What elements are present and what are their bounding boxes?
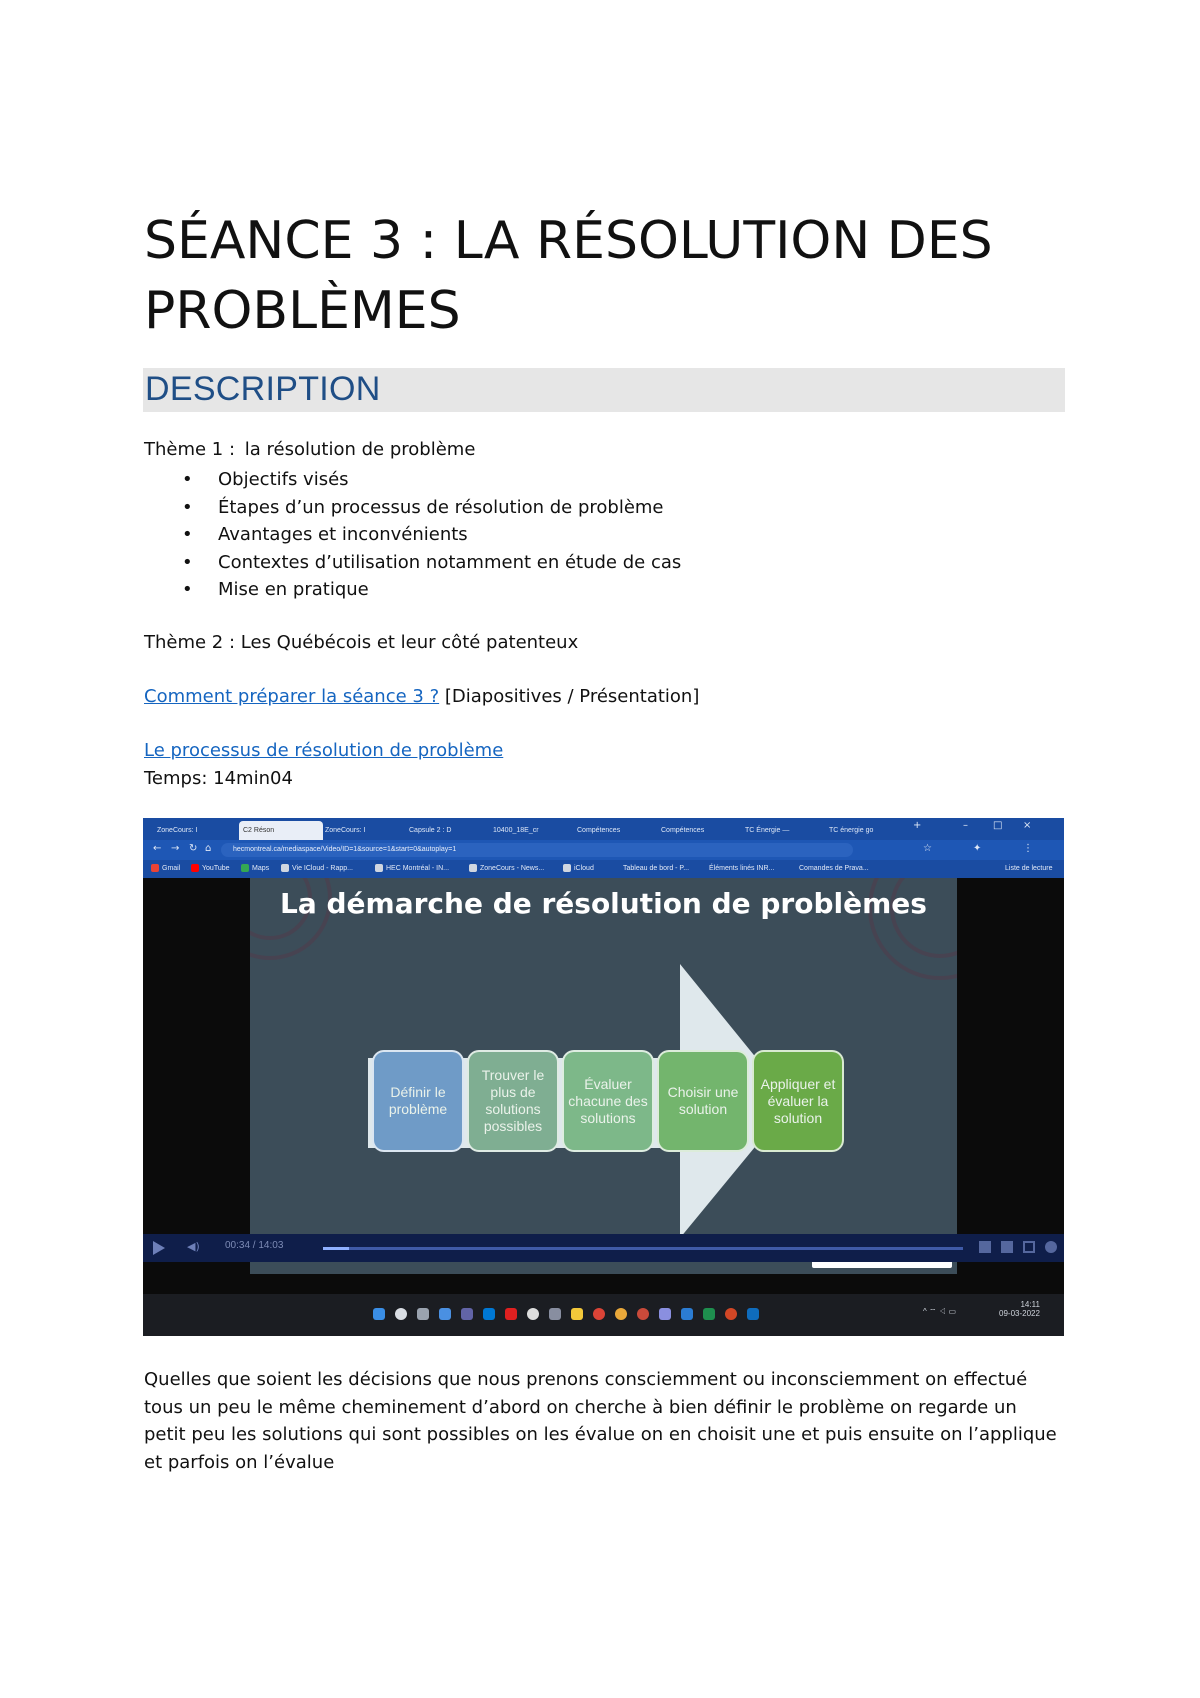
play-button[interactable] [153, 1241, 165, 1255]
gear-icon[interactable] [1045, 1241, 1057, 1253]
bookmark-item: Tableau de bord - P... [623, 865, 690, 872]
bookmark-icon [469, 864, 477, 872]
bookmark-item: ZoneCours - News... [469, 860, 544, 878]
fullscreen-icon[interactable] [1023, 1241, 1035, 1253]
powerpoint-icon [725, 1308, 737, 1320]
edge-icon [483, 1308, 495, 1320]
step-box: Appliquer et évaluer la solution [752, 1050, 844, 1152]
volume-icon[interactable]: ◀) [187, 1240, 200, 1253]
url-field: hecmontreal.ca/mediaspace/Video/ID=1&source=1&start=0&autoplay=1 [221, 843, 853, 857]
settings-icon[interactable] [1001, 1241, 1013, 1253]
widgets-icon [439, 1308, 451, 1320]
slide [250, 878, 957, 1274]
prep-link[interactable]: Comment préparer la séance 3 ? [144, 686, 440, 707]
bookmark-item: YouTube [191, 860, 230, 878]
section-heading-bar [143, 368, 1065, 412]
browser-tab: Capsule 2 : D [409, 827, 452, 834]
step-box: Évaluer chacune des solutions [562, 1050, 654, 1152]
bookmark-item: Vie ICloud - Rapp... [281, 860, 353, 878]
browser-tab: TC énergie go [829, 827, 874, 834]
bookmark-item: Éléments linés INR... [709, 865, 775, 872]
chrome-icon [615, 1308, 627, 1320]
gmail-icon [151, 864, 159, 872]
list-item: • Objectifs visés [144, 466, 681, 494]
word-icon [681, 1308, 693, 1320]
chrome-icon [593, 1308, 605, 1320]
bookmark-item: Gmail [151, 860, 180, 878]
app-icon [527, 1308, 539, 1320]
bookmarks-bar [143, 860, 1064, 878]
list-item: • Étapes d’un processus de résolution de problème [144, 494, 681, 522]
prep-suffix: [Diapositives / Présentation] [444, 686, 700, 707]
theme1-line [144, 439, 475, 460]
browser-tab-bar [143, 818, 1064, 840]
os-taskbar [143, 1294, 1064, 1336]
extensions-icon: ✦ [973, 843, 982, 854]
chrome-icon [637, 1308, 649, 1320]
duration-value: 14min04 [213, 768, 293, 789]
folder-icon [571, 1308, 583, 1320]
browser-tab: ZoneCours: I [325, 827, 366, 834]
start-icon [373, 1308, 385, 1320]
close-icon: × [1023, 820, 1032, 831]
cloud-icon [563, 864, 571, 872]
step-box: Choisir une solution [657, 1050, 749, 1152]
process-line [144, 740, 503, 761]
home-icon: ⌂ [205, 843, 212, 854]
theme2-text: Les Québécois et leur côté patenteux [240, 632, 579, 653]
list-item: • Contextes d’utilisation notamment en étude de cas [144, 549, 681, 577]
process-link[interactable]: Le processus de résolution de problème [144, 740, 504, 761]
settings-app-icon [549, 1308, 561, 1320]
browser-tab: 10400_18E_cr [493, 827, 539, 834]
address-bar [143, 840, 1064, 860]
page-title: SÉANCE 3 : LA RÉSOLUTION DES PROBLÈMES [144, 211, 993, 341]
progress-bar[interactable] [323, 1247, 963, 1250]
taskview-icon [417, 1308, 429, 1320]
reload-icon: ↻ [189, 843, 198, 854]
maximize-icon: □ [993, 820, 1003, 831]
video-controls [143, 1234, 1064, 1262]
section-heading: DESCRIPTION [145, 370, 381, 408]
video-screenshot [143, 818, 1064, 1336]
video-area [143, 878, 1064, 1294]
browser-tab: Compétences [661, 827, 705, 834]
forward-icon: → [171, 843, 180, 854]
theme2-label: Thème 2 : [144, 632, 236, 653]
teams-icon [461, 1308, 473, 1320]
duration-label: Temps: [144, 768, 208, 789]
step-box: Trouver le plus de solutions possibles [467, 1050, 559, 1152]
list-item: • Mise en pratique [144, 576, 681, 604]
bookmark-item: Liste de lecture [1005, 865, 1053, 872]
bookmark-icon [375, 864, 383, 872]
browser-tab: TC Énergie — [745, 827, 790, 834]
theme1-text: la résolution de problème [244, 439, 476, 460]
bookmark-item: HEC Montréal - IN... [375, 860, 449, 878]
youtube-icon [191, 864, 199, 872]
bookmark-item: iCloud [563, 860, 594, 878]
bookmark-item: Maps [241, 860, 269, 878]
maps-icon [241, 864, 249, 872]
star-icon: ☆ [923, 843, 932, 854]
new-tab-icon: + [913, 820, 922, 831]
excel-icon [703, 1308, 715, 1320]
duration-line [144, 768, 293, 789]
browser-tab-active: C2 Réson [239, 821, 323, 840]
app-icon [505, 1308, 517, 1320]
menu-icon: ⋮ [1023, 843, 1033, 854]
list-item: • Avantages et inconvénients [144, 521, 681, 549]
progress-fill [323, 1247, 349, 1250]
browser-tab: Compétences [577, 827, 621, 834]
theme1-label: Thème 1 : [144, 439, 236, 460]
tray-icons: ^ ⌔ ◁ ▭ [923, 1307, 957, 1316]
time-display: 00:34 / 14:03 [225, 1240, 284, 1251]
clock: 14:11 09-03-2022 [999, 1300, 1040, 1318]
outlook-icon [747, 1308, 759, 1320]
theme2-line [144, 632, 578, 653]
search-icon [395, 1308, 407, 1320]
captions-icon[interactable] [979, 1241, 991, 1253]
summary-paragraph: Quelles que soient les décisions que nous prenons consciemment ou inconsciemment on effectué tous un peu le même cheminement d’abord on cherche à bien définir le problème on regarde un petit peu les solutions qui sont possibles on les évalue on en choisit une et puis ensuite on l’applique et parfois on l’évalue [144, 1369, 1057, 1473]
step-box: Définir le problème [372, 1050, 464, 1152]
app-icon [659, 1308, 671, 1320]
prep-line [144, 686, 699, 707]
browser-tab: ZoneCours: I [157, 827, 198, 834]
slide-title: La démarche de résolution de problèmes [280, 887, 927, 920]
minimize-icon: – [963, 820, 968, 831]
back-icon: ← [153, 843, 162, 854]
topic-list [144, 466, 681, 604]
bookmark-item: Comandes de Prava... [799, 865, 869, 872]
bookmark-icon [281, 864, 289, 872]
